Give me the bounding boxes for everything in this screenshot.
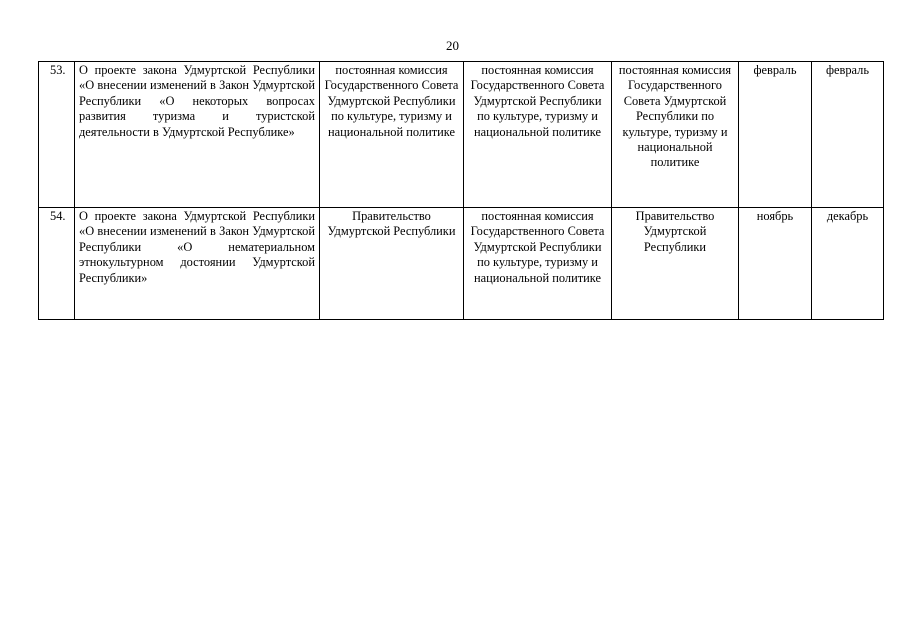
review-month-cell: декабрь (812, 208, 884, 320)
table-row (39, 208, 884, 320)
review-month-cell: февраль (812, 62, 884, 208)
initiator-cell: постоянная комиссия Государственного Совета Удмуртской Республики по культуре, туризму и национальной политике (320, 62, 464, 208)
bill-title: О проекте закона Удмуртской Республики «О внесении изменений в Закон Удмуртской Республики «О нематериальном этнокультурном достоянии Удмуртской Республики» (75, 208, 320, 320)
legislative-plan-table (38, 61, 884, 320)
row-number: 54. (39, 208, 75, 320)
table-row (39, 62, 884, 208)
page-number: 20 (446, 38, 459, 53)
developer-cell: постоянная комиссия Государственного Совета Удмуртской Республики по культуре, туризму и национальной политике (612, 62, 739, 208)
submit-month-cell: февраль (739, 62, 812, 208)
responsible-cell: постоянная комиссия Государственного Совета Удмуртской Республики по культуре, туризму и национальной политике (464, 208, 612, 320)
row-number: 53. (39, 62, 75, 208)
bill-title: О проекте закона Удмуртской Республики «О внесении изменений в Закон Удмуртской Республики «О некоторых вопросах развития туризма и туристской деятельности в Удмуртской Республике» (75, 62, 320, 208)
developer-cell: Правительство Удмуртской Республики (612, 208, 739, 320)
submit-month-cell: ноябрь (739, 208, 812, 320)
initiator-cell: Правительство Удмуртской Республики (320, 208, 464, 320)
responsible-cell: постоянная комиссия Государственного Совета Удмуртской Республики по культуре, туризму и национальной политике (464, 62, 612, 208)
